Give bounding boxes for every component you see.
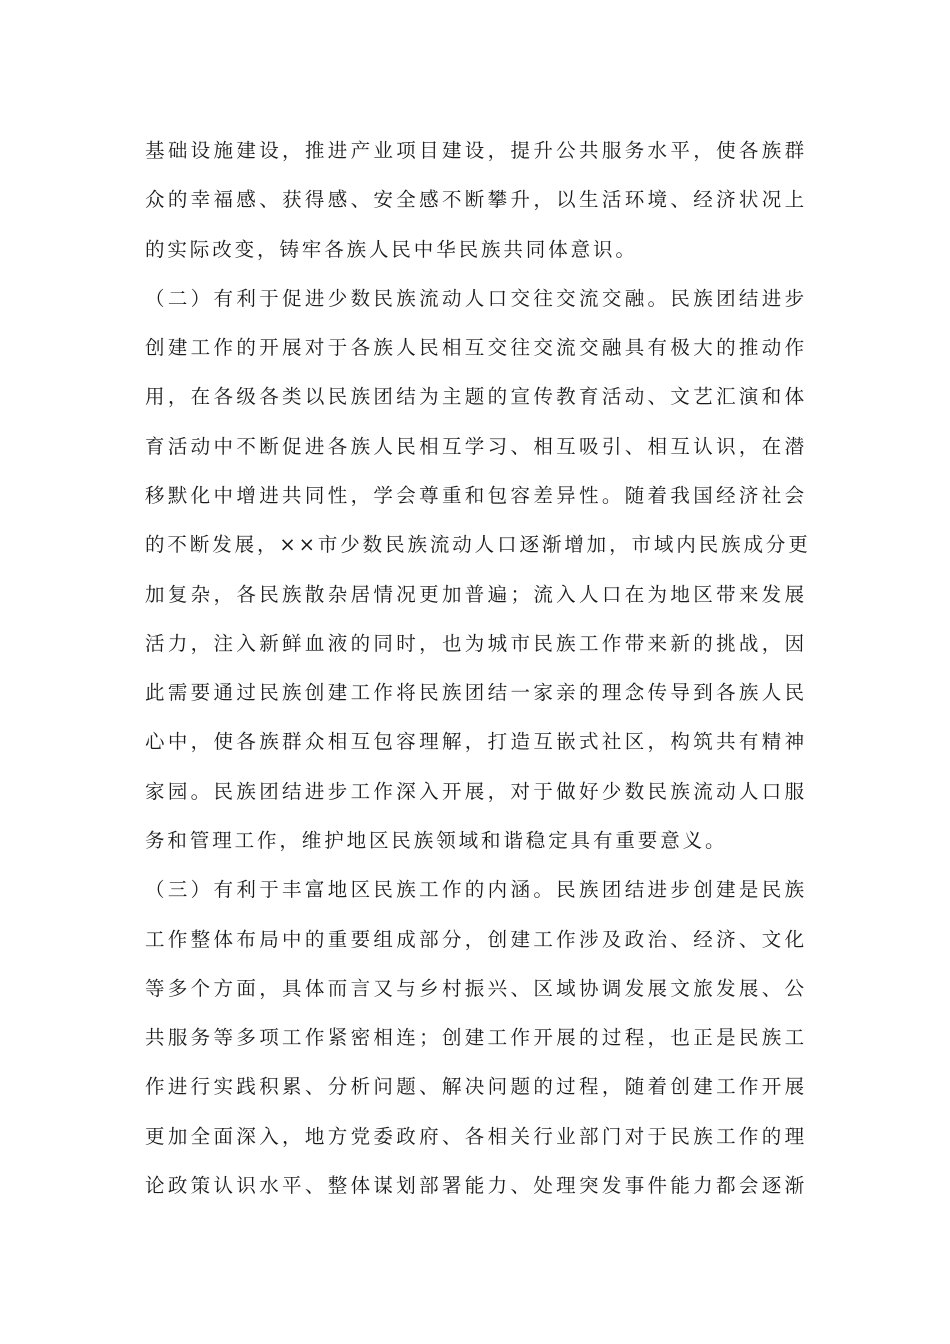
text-line: 工作整体布局中的重要组成部分，创建工作涉及政治、经济、文化 xyxy=(145,927,807,951)
text-line: 移默化中增进共同性，学会尊重和包容差异性。随着我国经济社会 xyxy=(145,483,807,507)
text-line: 心中，使各族群众相互包容理解，打造互嵌式社区，构筑共有精神 xyxy=(145,730,807,754)
text-line: 论政策认识水平、整体谋划部署能力、处理突发事件能力都会逐渐 xyxy=(145,1173,807,1197)
text-line: 作进行实践积累、分析问题、解决问题的过程，随着创建工作开展 xyxy=(145,1075,807,1099)
text-line: 育活动中不断促进各族人民相互学习、相互吸引、相互认识，在潜 xyxy=(145,434,807,458)
text-line: 众的幸福感、获得感、安全感不断攀升，以生活环境、经济状况上 xyxy=(145,188,807,212)
text-line: 的实际改变，铸牢各族人民中华民族共同体意识。 xyxy=(145,237,638,261)
text-line: 此需要通过民族创建工作将民族团结一家亲的理念传导到各族人民 xyxy=(145,681,807,705)
text-line: （三）有利于丰富地区民族工作的内涵。民族团结进步创建是民族 xyxy=(145,878,807,902)
text-line: 等多个方面，具体而言又与乡村振兴、区域协调发展文旅发展、公 xyxy=(145,976,807,1000)
text-line: 家园。民族团结进步工作深入开展，对于做好少数民族流动人口服 xyxy=(145,779,807,803)
text-line: 基础设施建设，推进产业项目建设，提升公共服务水平，使各族群 xyxy=(145,139,807,162)
text-line: 活力，注入新鲜血液的同时，也为城市民族工作带来新的挑战，因 xyxy=(145,631,807,655)
text-line: 务和管理工作，维护地区民族领域和谐稳定具有重要意义。 xyxy=(145,828,728,852)
text-line: （二）有利于促进少数民族流动人口交往交流交融。民族团结进步 xyxy=(145,286,807,310)
text-line: 加复杂，各民族散杂居情况更加普遍；流入人口在为地区带来发展 xyxy=(145,582,807,606)
text-line: 共服务等多项工作紧密相连；创建工作开展的过程，也正是民族工 xyxy=(145,1026,807,1050)
text-line: 更加全面深入，地方党委政府、各相关行业部门对于民族工作的理 xyxy=(145,1124,807,1148)
text-line: 用，在各级各类以民族团结为主题的宣传教育活动、文艺汇演和体 xyxy=(145,385,807,409)
text-line: 创建工作的开展对于各族人民相互交往交流交融具有极大的推动作 xyxy=(145,336,807,360)
body-text xyxy=(145,132,811,1216)
text-line: 的不断发展，××市少数民族流动人口逐渐增加，市域内民族成分更 xyxy=(145,533,811,557)
